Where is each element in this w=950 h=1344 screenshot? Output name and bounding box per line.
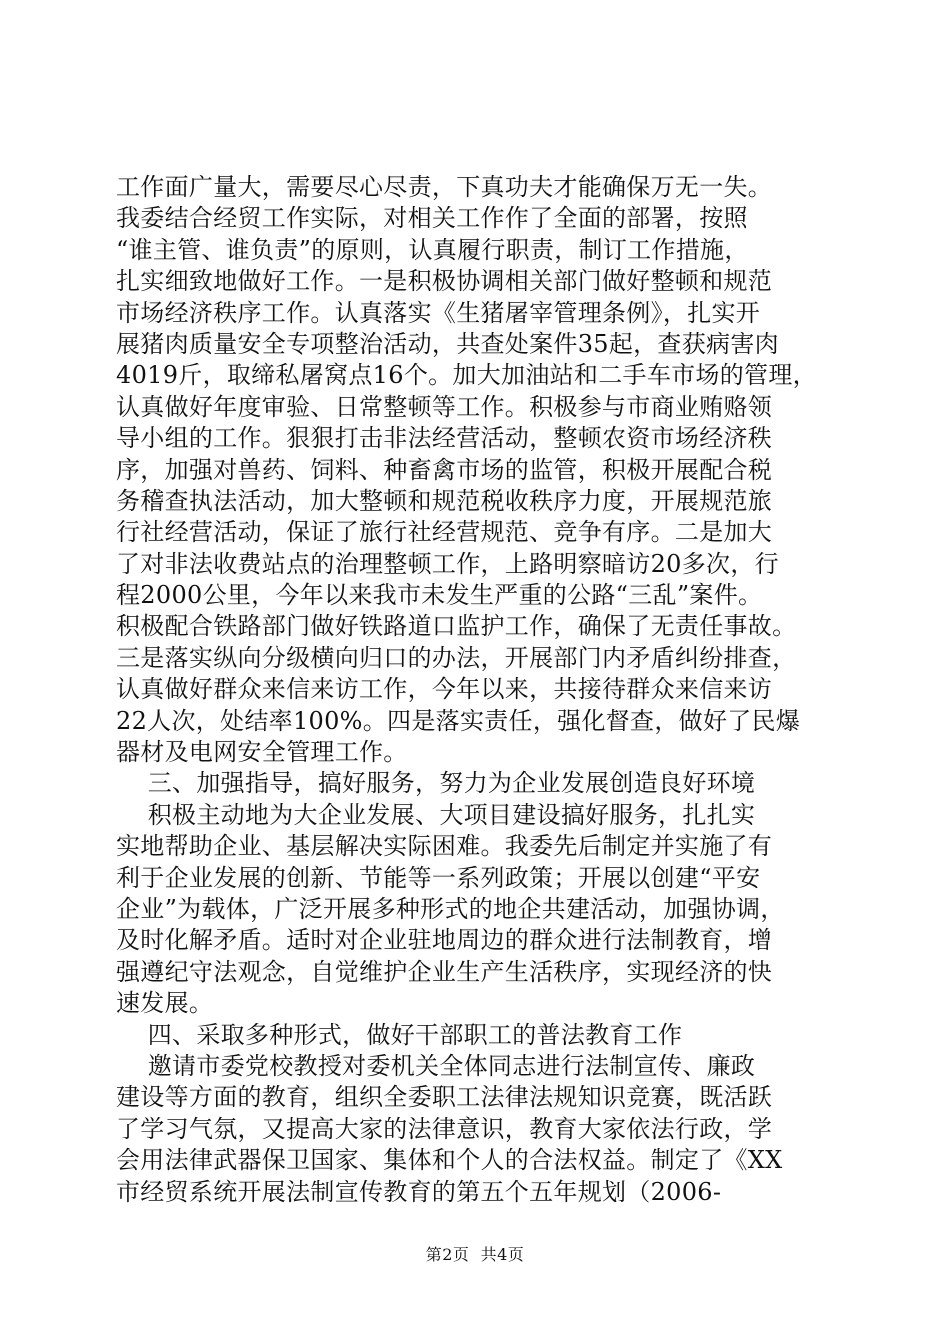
text-line: 会用法律武器保卫国家、集体和个人的合法权益。制定了《XX xyxy=(116,1146,783,1175)
text-line: 建设等方面的教育，组织全委职工法律法规知识竞赛，既活跃 xyxy=(116,1083,773,1112)
text-line: 了对非法收费站点的治理整顿工作，上路明察暗访20多次，行 xyxy=(116,549,779,578)
text-line: 强遵纪守法观念，自觉维护企业生产生活秩序，实现经济的快 xyxy=(116,957,773,986)
text-line: 市场经济秩序工作。认真落实《生猪屠宰管理条例》，扎实开 xyxy=(116,298,761,327)
text-line: 导小组的工作。狠狠打击非法经营活动，整顿农资市场经济秩 xyxy=(116,424,773,453)
text-line: 展猪肉质量安全专项整治活动，共查处案件35起，查获病害肉 xyxy=(116,329,779,358)
text-line: 积极主动地为大企业发展、大项目建设搞好服务，扎扎实 xyxy=(116,800,756,829)
text-line: 程2000公里，今年以来我市未发生严重的公路“三乱”案件。 xyxy=(116,581,763,610)
text-line: 工作面广量大，需要尽心尽责，下真功夫才能确保万无一失。 xyxy=(116,173,773,201)
text-line: 务稽查执法活动，加大整顿和规范税收秩序力度，开展规范旅 xyxy=(116,486,773,515)
text-line: 邀请市委党校教授对委机关全体同志进行法制宣传、廉政 xyxy=(116,1051,756,1080)
text-line: “谁主管、谁负责”的原则，认真履行职责，制订工作措施， xyxy=(116,235,749,264)
text-line: 器材及电网安全管理工作。 xyxy=(116,738,408,767)
text-line: 认真做好群众来信来访工作，今年以来，共接待群众来信来访 xyxy=(116,675,773,704)
text-line: 22人次，处结率100%。四是落实责任，强化督查，做好了民爆 xyxy=(116,706,801,735)
text-line: 利于企业发展的创新、节能等一系列政策；开展以创建“平安 xyxy=(116,863,761,892)
text-line: 企业”为载体，广泛开展多种形式的地企共建活动，加强协调， xyxy=(116,894,785,923)
page-footer xyxy=(0,1245,950,1265)
text-line: 扎实细致地做好工作。一是积极协调相关部门做好整顿和规范 xyxy=(116,267,773,296)
section-heading: 三、加强指导，搞好服务，努力为企业发展创造良好环境 xyxy=(116,769,756,798)
text-line: 行社经营活动，保证了旅行社经营规范、竞争有序。二是加大 xyxy=(116,518,773,547)
page-number: 第2页 共4页 xyxy=(425,1245,525,1264)
text-line: 实地帮助企业、基层解决实际困难。我委先后制定并实施了有 xyxy=(116,832,773,861)
text-line: 4019斤，取缔私屠窝点16个。加大加油站和二手车市场的管理， xyxy=(116,361,817,390)
text-line: 积极配合铁路部门做好铁路道口监护工作，确保了无责任事故。 xyxy=(116,612,797,641)
text-line: 了学习气氛，又提高大家的法律意识，教育大家依法行政，学 xyxy=(116,1114,773,1143)
document-body xyxy=(116,172,846,1208)
text-line: 认真做好年度审验、日常整顿等工作。积极参与市商业贿赂领 xyxy=(116,392,773,421)
text-line: 速发展。 xyxy=(116,989,214,1018)
text-line: 三是落实纵向分级横向归口的办法，开展部门内矛盾纠纷排查， xyxy=(116,643,797,672)
text-line: 及时化解矛盾。适时对企业驻地周边的群众进行法制教育，增 xyxy=(116,926,773,955)
text-line: 我委结合经贸工作实际，对相关工作作了全面的部署，按照 xyxy=(116,204,748,233)
text-line: 序，加强对兽药、饲料、种畜禽市场的监管，积极开展配合税 xyxy=(116,455,773,484)
text-line: 市经贸系统开展法制宣传教育的第五个五年规划（2006- xyxy=(116,1177,722,1206)
section-heading: 四、采取多种形式，做好干部职工的普法教育工作 xyxy=(116,1020,683,1049)
